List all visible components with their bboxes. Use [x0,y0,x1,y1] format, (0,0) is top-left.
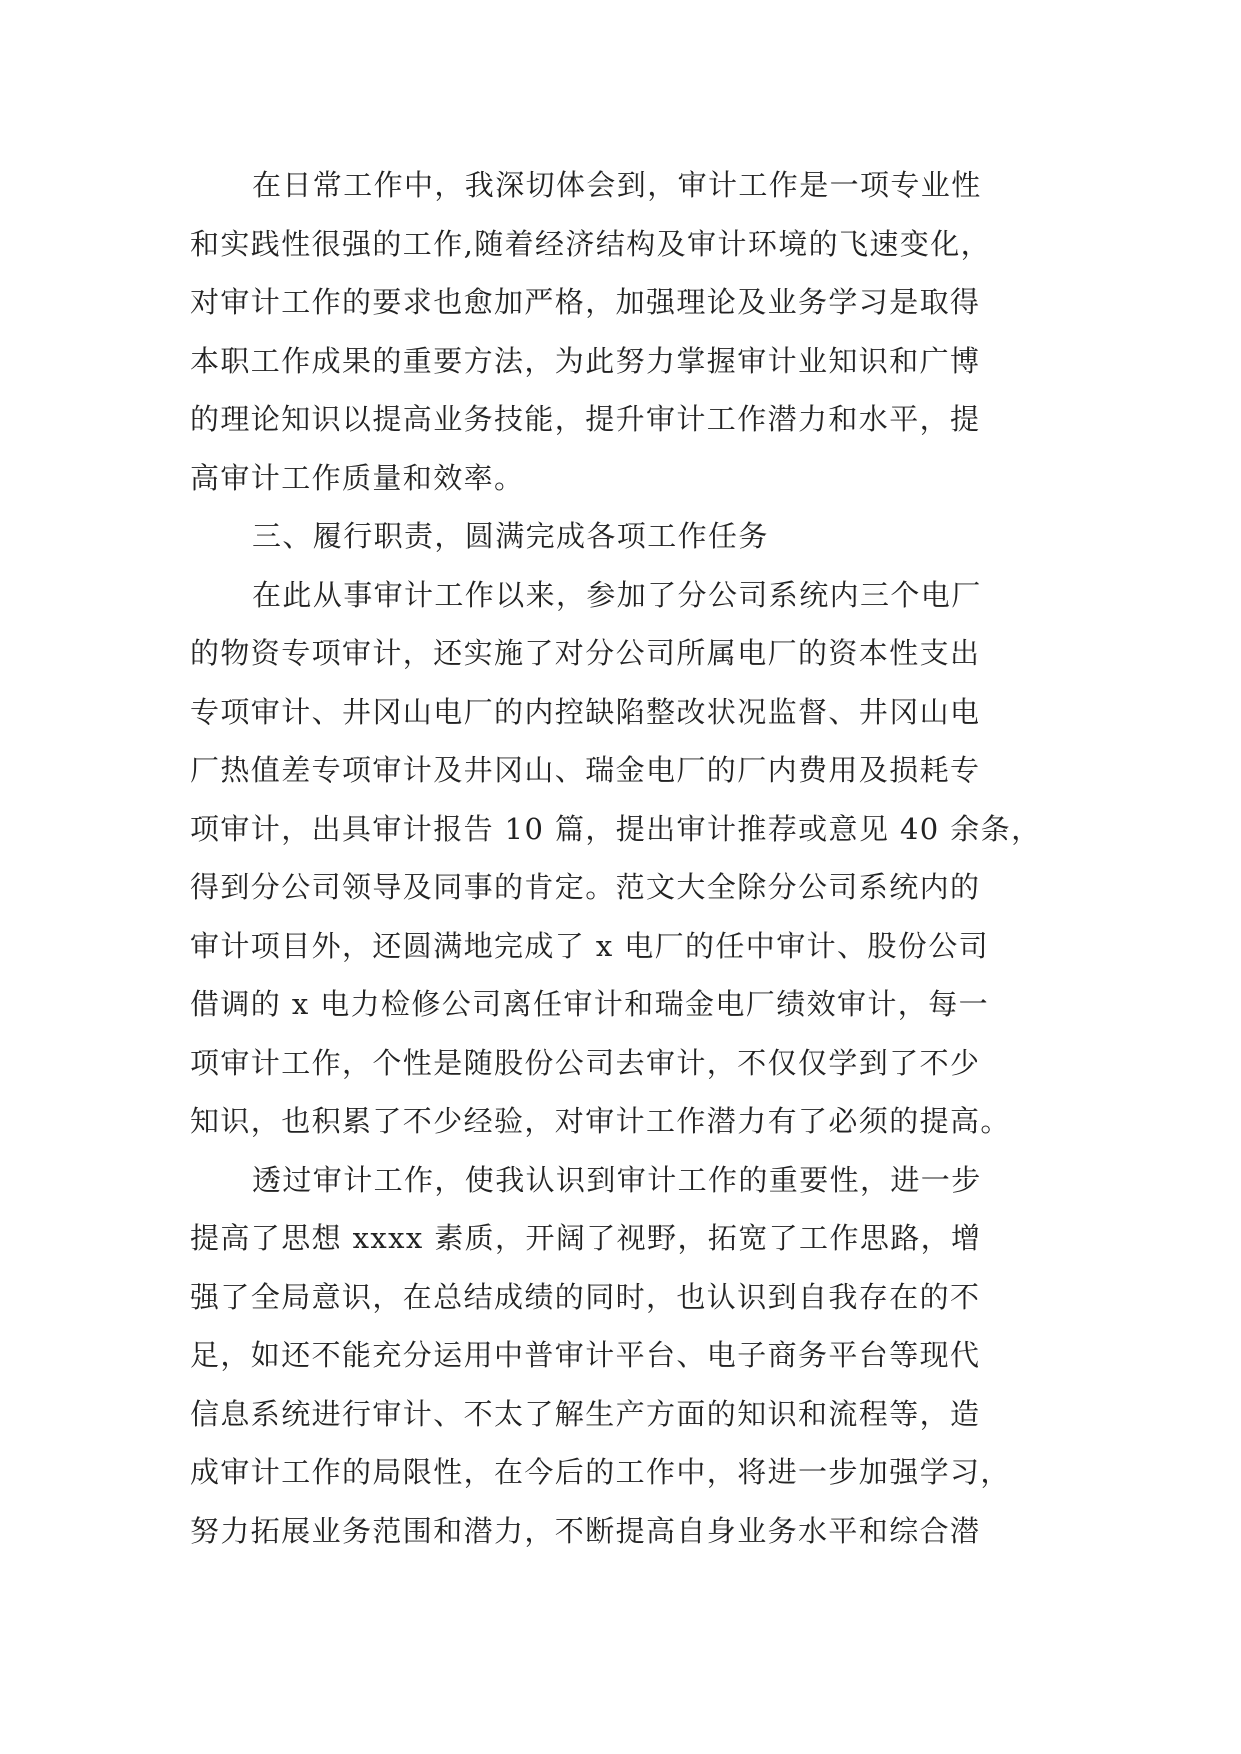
text-line: 的理论知识以提高业务技能，提升审计工作潜力和水平，提 [190,402,981,436]
document-body [190,156,1070,1560]
text-line: 和实践性很强的工作,随着经济结构及审计环境的飞速变化， [190,226,992,261]
text-line: 项审计，出具审计报告 10 篇，提出审计推荐或意见 40 余条， [190,811,1042,846]
text-line: 强了全局意识，在总结成绩的同时，也认识到自我存在的不 [190,1279,981,1314]
text-line: 提高了思想 xxxx 素质，开阔了视野，拓宽了工作思路，增 [190,1221,982,1255]
text-line: 在日常工作中，我深切体会到，审计工作是一项专业性 [252,168,982,202]
text-line: 足，如还不能充分运用中普审计平台、电子商务平台等现代 [190,1338,981,1372]
text-line: 审计项目外，还圆满地完成了 x 电厂的任中审计、股份公司 [190,928,989,963]
text-line: 努力拓展业务范围和潜力，不断提高自身业务水平和综合潜 [190,1513,981,1548]
text-line: 的物资专项审计，还实施了对分公司所属电厂的资本性支出 [190,636,981,670]
text-line: 得到分公司领导及同事的肯定。范文大全除分公司系统内的 [190,870,981,904]
text-line: 信息系统进行审计、不太了解生产方面的知识和流程等，造 [190,1396,981,1431]
text-line: 本职工作成果的重要方法，为此努力掌握审计业知识和广博 [190,343,981,378]
text-line: 知识，也积累了不少经验，对审计工作潜力有了必须的提高。 [190,1104,1011,1138]
text-line: 在此从事审计工作以来，参加了分公司系统内三个电厂 [252,577,982,612]
text-line: 项审计工作，个性是随股份公司去审计，不仅仅学到了不少 [190,1045,981,1080]
text-line: 厂热值差专项审计及井冈山、瑞金电厂的厂内费用及损耗专 [190,753,981,787]
text-line: 高审计工作质量和效率。 [190,460,525,495]
text-line: 借调的 x 电力检修公司离任审计和瑞金电厂绩效审计，每一 [190,987,989,1021]
text-line: 三、履行职责，圆满完成各项工作任务 [252,519,769,553]
text-line: 成审计工作的局限性，在今后的工作中，将进一步加强学习， [190,1455,1011,1489]
text-line: 专项审计、井冈山电厂的内控缺陷整改状况监督、井冈山电 [190,694,981,729]
text-line: 透过审计工作，使我认识到审计工作的重要性，进一步 [252,1162,982,1197]
text-line: 对审计工作的要求也愈加严格，加强理论及业务学习是取得 [190,285,981,319]
